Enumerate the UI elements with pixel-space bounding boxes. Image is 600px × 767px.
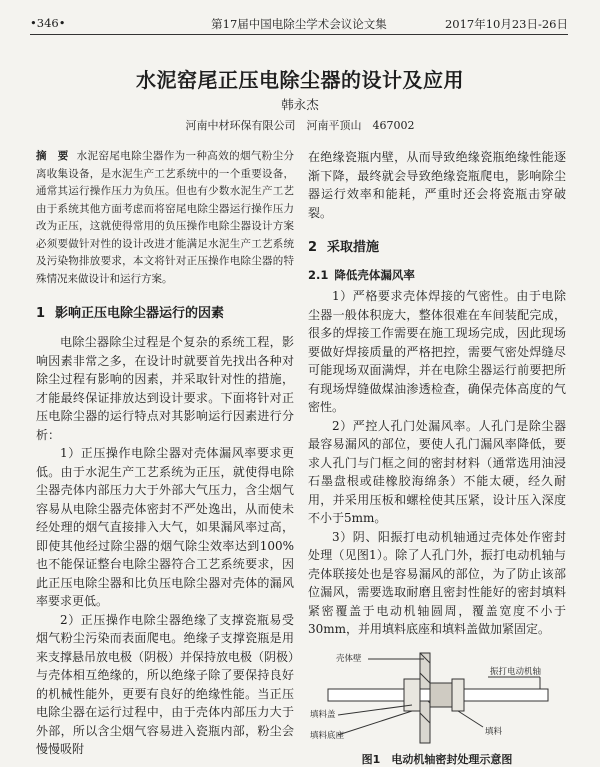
abstract-text: 水泥窑尾电除尘器作为一种高效的烟气粉尘分离收集设备，是水泥生产工艺系统中的一个重要设备，通常其运行操作压力为负压。但也有少数水泥生产工艺由于系统其他方面考虑而将窑尾电除尘器运行操作压力改为正压，这就使得常用的负压操作电除尘器设计方案必须要做针对性的设计改进才能满足水泥生产工艺系统及污染物排放要求，本文将针对正压操作电除尘器的特殊情况来做设计和运行方案。 bbox=[36, 150, 295, 285]
figure-1-caption: 图1 电动机轴密封处理示意图 bbox=[361, 752, 513, 766]
author-name: 韩永杰 bbox=[281, 97, 319, 112]
section-1-heading bbox=[36, 302, 294, 321]
paragraph: 1）严格要求壳体焊接的气密性。由于电除尘器一般体积庞大，整体很难在车间装配完成，很多的焊接工作需要在施工现场完成，因此现场要做好焊接质量的严格把控，需要气密处焊缝尽可能现场双面满焊，并在电除尘器运行前要把所有现场焊缝做煤油渗透检查，确保壳体高度的气密性。 bbox=[308, 289, 566, 414]
paragraph: 2）严控人孔门处漏风率。人孔门是除尘器最容易漏风的部位，要使人孔门漏风率降低，要求人孔门与门框之间的密封材料（通常选用油浸石墨盘根或硅橡胶海绵条）不能太硬，经久耐用，并采用压板和螺栓使其压紧，设计压入深度不小于5mm。 bbox=[308, 418, 566, 525]
subsection-2-1-heading bbox=[308, 267, 566, 283]
label-packing: 填料 bbox=[485, 726, 503, 737]
section-2-body bbox=[308, 287, 566, 639]
running-header bbox=[30, 14, 568, 35]
section-1-number: 1 bbox=[36, 306, 46, 321]
paragraph: 电除尘器除尘过程是个复杂的系统工程，影响因素非常之多，在设计时就要首先找出各种对除尘过程有影响的因素，并采取针对性的措施，才能最终保证排放达到设计要求。下面将针对正压电除尘器的运行特点对其影响运行因素进行分析： bbox=[36, 335, 294, 442]
page-number: •346• bbox=[30, 16, 66, 30]
label-cover: 填料盖 bbox=[310, 709, 336, 720]
label-shell: 壳体壁 bbox=[336, 653, 362, 664]
paragraph: 3）阴、阳振打电动机轴通过壳体处作密封处理（见图1）。除了人孔门外，振打电动机轴与壳体联接处也是容易漏风的部位，为了防止该部位漏风，需要选取耐磨且密封性能好的密封填料紧密覆盖于电动机轴圆周，覆盖宽度不小于30mm，并用填料底座和填料盖做加紧固定。 bbox=[308, 529, 566, 636]
affiliation: 河南中材环保有限公司 河南平顶山 467002 bbox=[185, 119, 415, 132]
section-1-title: 影响正压电除尘器运行的因素 bbox=[55, 306, 225, 321]
conference-date: 2017年10月23日-26日 bbox=[444, 17, 568, 31]
packing-shape bbox=[430, 683, 452, 707]
subsection-2-1-number: 2.1 bbox=[308, 268, 329, 282]
label-base: 填料底座 bbox=[310, 730, 345, 741]
paragraph: 2）正压操作电除尘器绝缘了支撑瓷瓶易受烟气粉尘污染而表面爬电。绝缘子支撑瓷瓶是用来支撑悬吊放电极（阴极）并保持放电极（阴极）与壳体相互绝缘的，所以绝缘子除了要保持良好的机械性能外，更要有良好的绝缘性能。当正压电除尘器在运行过程中，由于壳体内部压力大于外部，所以含尘烟气容易进入瓷瓶内部，粉尘会慢慢吸附 bbox=[36, 612, 295, 756]
label-motor-shaft: 振打电动机轴 bbox=[490, 666, 542, 677]
section-2-heading bbox=[308, 236, 566, 255]
paragraph: 1）正压操作电除尘器对壳体漏风率要求更低。由于水泥生产工艺系统为正压，就使得电除尘器壳体内部压力大于外部大气压力，含尘烟气容易从电除尘器壳体密封不严处逸出，从而使未经处理的烟气直接排入大气，如果漏风率过高，即使其他经过除尘器的烟气除尘效率达到100%也不能保证整台电除尘器符合工艺系统要求，因此正压电除尘器和比负压电除尘器对壳体的漏风率要求更低。 bbox=[36, 446, 294, 608]
section-2-number: 2 bbox=[308, 240, 318, 255]
abstract bbox=[36, 148, 294, 288]
right-column bbox=[308, 148, 566, 766]
figure-1 bbox=[308, 645, 566, 766]
left-column bbox=[36, 148, 294, 759]
paper-title: 水泥窑尾正压电除尘器的设计及应用 bbox=[136, 68, 464, 92]
abstract-label: 摘 要 bbox=[36, 150, 69, 162]
paragraph-continued: 在绝缘瓷瓶内壁，从而导致绝缘瓷瓶绝缘性能逐渐下降，最终就会导致绝缘瓷瓶爬电，影响除尘器运行效率和能耗，严重时还会将瓷瓶击穿破裂。 bbox=[308, 150, 566, 220]
packing-cover-shape bbox=[452, 679, 464, 711]
section-2-title: 采取措施 bbox=[327, 240, 380, 255]
section-1-body bbox=[36, 333, 294, 759]
subsection-2-1-title: 降低壳体漏风率 bbox=[334, 268, 415, 282]
journal-title: 第17届中国电除尘学术会议论文集 bbox=[211, 17, 387, 31]
